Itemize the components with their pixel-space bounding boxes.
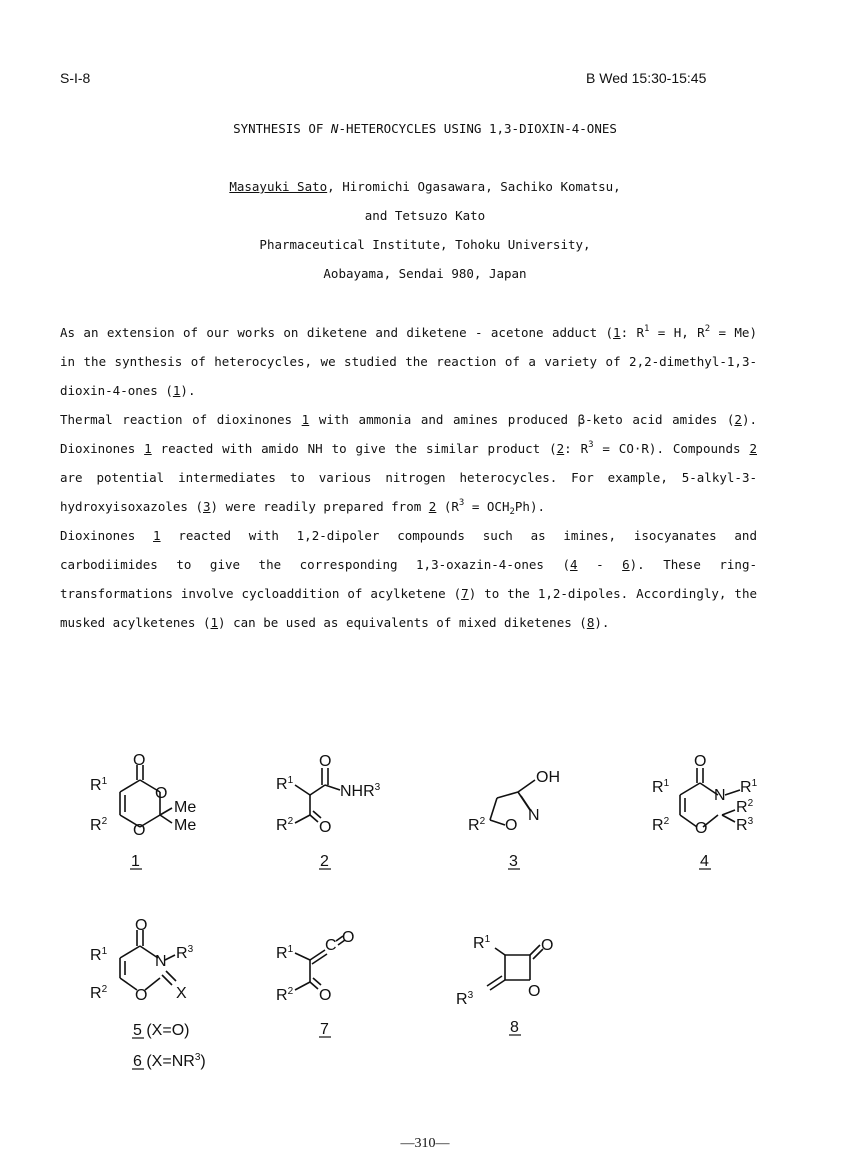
s4-n: N [714,787,726,804]
s7-number: 7 [320,1021,329,1038]
text: ). Dioxinones [60,412,758,456]
text: : R [564,441,589,456]
text: ) were readily prepared from [210,499,429,514]
s6-number: 6 $(X=NR^3)$ [133,1052,206,1070]
text: ). [594,615,610,630]
s8-o-exo: O [541,937,554,954]
compound-ref: 1 [144,441,152,456]
s2-o-top: O [319,753,332,770]
s4-o-exo: O [694,753,707,770]
text: = Me) in the synthesis of heterocycles, we studied the reaction of a variety of 2,2-dimethyl-1,3-dioxin-4-ones ( [60,325,757,398]
s3-o: O [505,817,518,834]
s8-r3: $R^3$ [456,990,474,1008]
s5-o-ring: O [135,987,148,1004]
s5-n-r3: $R^3$ [176,944,194,962]
s7-o-top: O [342,929,355,946]
text: with ammonia and amines produced β-keto acid amides ( [309,412,735,427]
coauthors: , Hiromichi Ogasawara, Sachiko Komatsu, [327,179,621,194]
text: are potential intermediates to various nitrogen heterocycles. For example, 5-alkyl-3-hydroxyisoxazoles ( [60,470,757,514]
affiliation-line-1: Pharmaceutical Institute, Tohoku University, [259,237,591,252]
text: = H, R [649,325,705,340]
text: ) can be used as equivalents of mixed diketenes ( [218,615,587,630]
text: reacted with 1,2-dipoler compounds such as imines, isocyanates and carbodiimides to give the corresponding 1,3-oxazin-4-ones ( [60,528,757,572]
s2-nhr: NHR$^3$ [340,782,381,800]
s7-r2: $R^2$ [276,986,294,1004]
s1-me1: Me [174,799,197,816]
s5-r1: $R^1$ [90,946,108,964]
s1-o-ring2: O [133,822,146,839]
compound-ref: 7 [461,586,469,601]
presenting-author: Masayuki Sato [229,179,328,194]
text: (R [436,499,459,514]
s3-oh: OH [536,769,560,786]
text: Thermal reaction of dioxinones [60,412,302,427]
s4-r2: $R^2$ [652,816,670,834]
text: : R [620,325,644,340]
s1-o-ring: O [155,785,168,802]
text: = CO·R). Compounds [593,441,750,456]
affiliation-line-2: Aobayama, Sendai 980, Japan [323,266,527,281]
s7-r1: $R^1$ [276,944,294,962]
superscript: 3 [588,440,594,450]
session-code: S-I-8 [60,70,91,86]
superscript: 3 [458,498,465,508]
page-number: —310— [400,1136,450,1151]
s3-r2: $R^2$ [468,816,486,834]
subscript: 2 [509,507,515,517]
compound-ref: 8 [586,615,595,630]
s4-c-r3: $R^3$ [736,816,754,834]
s4-number: 4 [700,853,709,870]
compound-ref: 6 [622,557,630,572]
text: reacted with amido NH to give the similar product ( [151,441,557,456]
s8-o-ring: O [528,983,541,1000]
structure-7-bonds [295,936,345,990]
compound-ref: 2 [556,441,565,456]
s3-n: N [528,807,540,824]
compound-ref: 1 [153,528,161,543]
s2-number: 2 [320,853,329,870]
s5-n: N [155,953,167,970]
s2-r1: $R^1$ [276,775,294,793]
s7-c: C [325,937,337,954]
s2-r2: $R^2$ [276,816,294,834]
s4-r1: $R^1$ [652,778,670,796]
s3-number: 3 [509,853,518,870]
compound-ref: 1 [301,412,310,427]
text: Ph). [514,499,545,514]
text: - [577,557,623,572]
s8-r1: $R^1$ [473,934,491,952]
compound-ref: 1 [613,325,621,340]
compound-ref: 3 [203,499,211,514]
s7-o-bot: O [319,987,332,1004]
text: = OCH [464,499,510,514]
compound-ref: 1 [172,383,181,398]
superscript: 1 [644,324,650,334]
text: ). [180,383,196,398]
compound-ref: 4 [570,557,578,572]
title-post: -HETEROCYCLES USING 1,3-DIOXIN-4-ONES [338,121,617,136]
s5-o-exo: O [135,917,148,934]
title-italic-n: N [330,121,339,136]
s8-number: 8 [510,1019,519,1036]
text: ). These ring-transformations involve cycloaddition of acylketene ( [60,557,758,601]
text: Dioxinones [60,528,154,543]
s5-r2: $R^2$ [90,984,108,1002]
compound-ref: 2 [428,499,437,514]
structure-4-bonds [680,768,740,827]
s4-o-ring: O [695,820,708,837]
structure-5-bonds [120,930,176,990]
s1-me2: Me [174,817,197,834]
s1-o-exo: O [133,752,146,769]
s4-n-r1: $R^1$ [740,778,758,796]
text: As an extension of our works on diketene and diketene - acetone adduct ( [60,325,614,340]
s5-x: X [176,985,187,1002]
s1-r2: $R^2$ [90,816,108,834]
s5-number: 5 (X=O) [133,1022,190,1039]
compound-ref: 2 [749,441,757,456]
s4-c-r2: $R^2$ [736,798,754,816]
authors-line-2: and Tetsuzo Kato [364,208,486,223]
s1-r1: $R^1$ [90,776,108,794]
s2-o-bot: O [319,819,332,836]
text: ) to the 1,2-dipoles. Accordingly, the musked acylketenes ( [60,586,757,630]
superscript: 2 [704,324,711,334]
title-pre: SYNTHESIS OF [233,121,331,136]
structure-2-bonds [295,768,340,823]
s1-number: 1 [131,853,140,870]
session-time: B Wed 15:30-15:45 [586,70,707,86]
compound-ref: 1 [210,615,219,630]
compound-ref: 2 [734,412,742,427]
